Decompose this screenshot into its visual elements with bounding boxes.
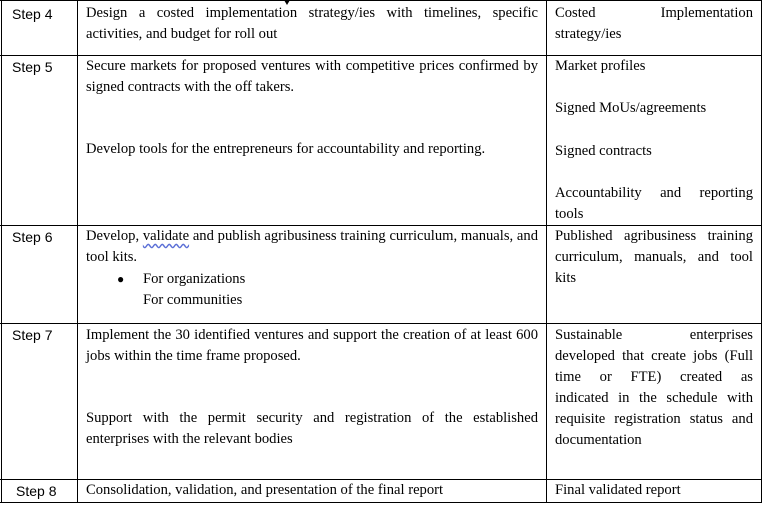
output-text: Published agribusiness training curriculum, manuals, and tool kits bbox=[555, 228, 753, 286]
row-divider-top bbox=[0, 0, 762, 1]
table-border-left bbox=[1, 0, 2, 503]
output-line: Accountability and reporting bbox=[555, 185, 753, 201]
bullet-icon: ● bbox=[117, 272, 125, 286]
step-label: Step 7 bbox=[12, 327, 53, 343]
output-text: Market profiles bbox=[555, 58, 646, 74]
activity-text: Implement the 30 identified ventures and support the creation of at least 600 jobs within the time frame proposed. bbox=[86, 327, 538, 364]
column-divider-1 bbox=[77, 0, 78, 503]
bullet-item: For communities bbox=[143, 292, 243, 308]
activity-text bbox=[86, 226, 538, 268]
output-line: Sustainable enterprises bbox=[555, 327, 753, 343]
output-text bbox=[555, 183, 753, 225]
activity-text: Secure markets for proposed ventures with competitive prices confirmed by signed contracts with the off takers. bbox=[86, 58, 538, 95]
output-text: Final validated report bbox=[555, 482, 681, 498]
output-text bbox=[555, 3, 753, 45]
activity-text: Design a costed implementation strategy/ies with timelines, specific activities, and budget for roll out bbox=[86, 5, 538, 42]
output-line: strategy/ies bbox=[555, 26, 622, 42]
output-line: indicated in the schedule with bbox=[555, 390, 753, 406]
activity-text: Develop tools for the entrepreneurs for accountability and reporting. bbox=[86, 141, 486, 157]
step-label: Step 4 bbox=[12, 6, 53, 22]
row-divider-bottom bbox=[0, 502, 762, 503]
spellcheck-word: validate bbox=[142, 228, 190, 244]
step-label: Step 5 bbox=[12, 59, 53, 75]
output-text: Signed contracts bbox=[555, 143, 652, 159]
output-line: developed that create jobs (Full bbox=[555, 348, 753, 364]
activity-word: and publish agribusiness training curriculum, manuals, and tool kits. bbox=[86, 228, 538, 265]
table-border-right bbox=[761, 0, 762, 503]
output-line: Costed Implementation bbox=[555, 5, 753, 21]
output-line: documentation bbox=[555, 432, 642, 448]
row-divider-6 bbox=[0, 323, 762, 324]
output-text: Signed MoUs/agreements bbox=[555, 100, 707, 116]
activity-word: Develop, bbox=[86, 228, 143, 244]
output-line: time or FTE) created as bbox=[555, 369, 753, 385]
output-line: tools bbox=[555, 206, 584, 222]
step-label: Step 6 bbox=[12, 229, 53, 245]
output-line: requisite registration status and bbox=[555, 411, 753, 427]
column-divider-2 bbox=[546, 0, 547, 503]
bullet-item: For organizations bbox=[143, 271, 246, 287]
output-text bbox=[555, 325, 753, 451]
step-label: Step 8 bbox=[16, 483, 57, 499]
activity-text: Consolidation, validation, and presentation of the final report bbox=[86, 482, 444, 498]
activity-text: Support with the permit security and registration of the established enterprises with the relevant bodies bbox=[86, 410, 538, 447]
